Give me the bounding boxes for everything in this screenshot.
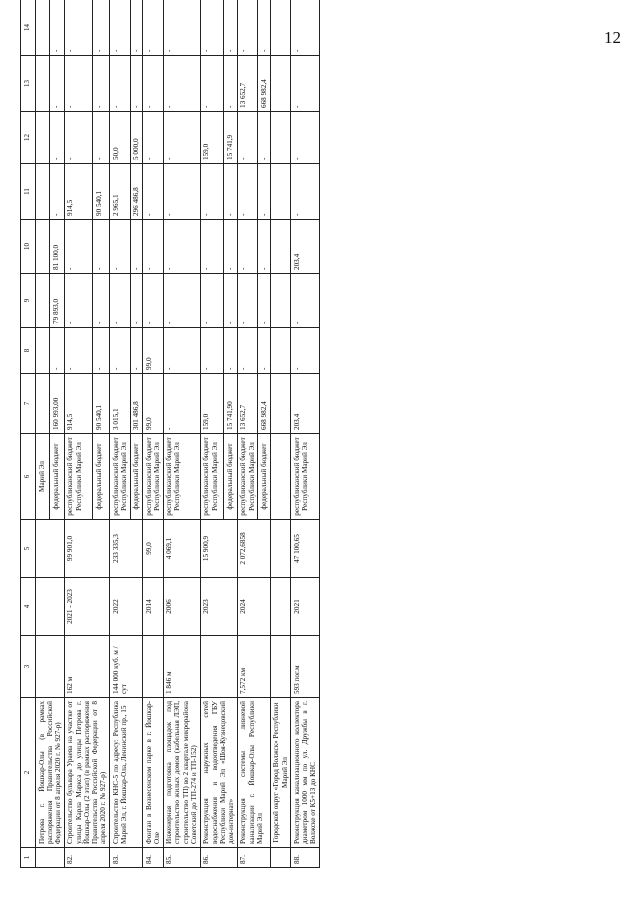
value-c11: - [291,164,320,220]
column-number-13: 13 [21,56,36,112]
value-c10: - [237,220,258,274]
value-total: 301 486,8 [130,374,142,434]
value-c12: - [50,112,64,164]
value-c12: 159,0 [200,112,223,164]
value-c12: 5 000,0 [130,112,142,164]
value-c11: - [143,164,164,220]
row-number: 84. [143,848,164,868]
table-row [64,0,92,868]
value-c13 [36,56,50,112]
column-number-11: 11 [21,164,36,220]
section-row [270,0,291,868]
value-c9: - [64,274,92,328]
empty-cell [270,56,291,112]
funding-source: федеральный бюджет [93,434,110,520]
value-c11: - [50,164,64,220]
object-name: Фонтан в Вознесенском парке в г. Йошкар-Оле [143,698,164,848]
empty-cell [270,520,291,578]
value-c14: - [130,0,142,56]
value-c9: - [143,274,164,328]
period: 2006 [163,578,200,636]
column-number-12: 12 [21,112,36,164]
value-c11: 2 965,1 [110,164,131,220]
column-number-10: 10 [21,220,36,274]
funding-source: федеральный бюджет [258,434,270,520]
table-row [36,0,50,868]
value-total: 15 741,90 [224,374,238,434]
funding-source: республиканский бюджет Республики Марий Эл [64,434,92,520]
value-c13: - [110,56,131,112]
table-row [110,0,131,868]
value-c8: - [64,328,92,374]
row-number: 82. [64,848,109,868]
estimated-cost: 233 335,3 [110,520,143,578]
period [36,578,65,636]
estimated-cost: 2 072,6858 [237,520,270,578]
value-c13: - [224,56,238,112]
funding-source: Марий Эл [36,434,50,520]
funding-source: федеральный бюджет [130,434,142,520]
value-c13: 13 652,7 [237,56,258,112]
value-c8: - [93,328,110,374]
value-c12: - [258,112,270,164]
empty-cell [270,274,291,328]
column-number-6: 6 [21,434,36,520]
row-number: 88. [291,848,320,868]
value-total: 3 015,1 [110,374,131,434]
value-total: 203,4 [291,374,320,434]
value-c10: - [163,220,200,274]
value-c9: - [224,274,238,328]
value-c10: - [200,220,223,274]
table-row [200,0,223,868]
funding-source: республиканский бюджет Республики Марий Эл [163,434,200,520]
capacity [200,636,237,698]
value-c11: - [200,164,223,220]
empty-cell [270,220,291,274]
value-c9: - [200,274,223,328]
empty-cell [270,0,291,56]
value-c12: - [163,112,200,164]
object-name: Реконструкция канализационного коллектора диаметром 1000 мм по ул. Дружбы в г. Волжске от К5+13 до КНС [291,698,320,848]
column-number-8: 8 [21,328,36,374]
value-c13: - [143,56,164,112]
row-number [36,848,65,868]
period: 2022 [110,578,143,636]
value-c8: - [110,328,131,374]
value-c10: - [110,220,131,274]
estimated-cost [36,520,65,578]
value-c9 [36,274,50,328]
value-c9: - [258,274,270,328]
empty-cell [270,578,291,636]
value-c12: - [143,112,164,164]
estimated-cost: 99,0 [143,520,164,578]
value-c9: - [130,274,142,328]
column-number-header [21,0,36,868]
period: 2021 [291,578,320,636]
column-number-1: 1 [21,848,36,868]
empty-cell [270,434,291,520]
empty-cell [270,374,291,434]
value-c9: - [110,274,131,328]
object-name: Инженерная подготовка площадок под строительство жилых домов (кабельная ЛЭП, строительство ТП) во 2 квартале микрорайона Советский до ТП-274 и ТП-152) [163,698,200,848]
capacity: 593 пог.м [291,636,320,698]
table-row [143,0,164,868]
object-name: Строительство бульвара Ураева на участке от улицы Карла Маркса до улицы Петрова г. Йошкар-Олы (2 этап) (в рамках распоряжения Правительства Российской Федерации от 8 апреля 2020 г. № 927-р) [64,698,109,848]
value-c10: - [93,220,110,274]
value-c11: 296 486,8 [130,164,142,220]
value-c9: 79 893,0 [50,274,64,328]
table-row [291,0,320,868]
value-c10: - [64,220,92,274]
section-title: Городской округ «Город Волжск» Республики Марий Эл [270,698,291,848]
value-total: 99,0 [143,374,164,434]
value-c8: - [50,328,64,374]
period: 2014 [143,578,164,636]
value-c10 [36,220,50,274]
value-c8: - [224,328,238,374]
value-c12: - [237,112,258,164]
value-c10: 81 100,0 [50,220,64,274]
value-c12: - [93,112,110,164]
value-c14: - [163,0,200,56]
row-number: 86. [200,848,237,868]
table-row [163,0,200,868]
value-c11: 90 540,1 [93,164,110,220]
value-c12: - [64,112,92,164]
estimated-cost: 99 901,0 [64,520,109,578]
column-number-7: 7 [21,374,36,434]
value-c9: - [93,274,110,328]
capacity: 1 846 м [163,636,200,698]
table-row [237,0,258,868]
value-c8: 99,0 [143,328,164,374]
value-c14 [36,0,50,56]
value-c8 [36,328,50,374]
estimated-cost: 4 069,1 [163,520,200,578]
funding-source: республиканский бюджет Республики Марий Эл [110,434,131,520]
capacity: 7,572 км [237,636,270,698]
value-c9: - [237,274,258,328]
capacity: 162 м [64,636,109,698]
value-c13: - [93,56,110,112]
funding-source: республиканский бюджет Республики Марий Эл [291,434,320,520]
capacity [36,636,65,698]
object-name: Петрова г. Йошкар-Олы (в рамках распоряжения Правительства Российской Федерации от 8 апреля 2020 г. № 927-р) [36,698,65,848]
column-number-4: 4 [21,578,36,636]
value-c10: - [130,220,142,274]
value-c14: - [93,0,110,56]
value-c13: - [130,56,142,112]
empty-cell [270,328,291,374]
value-c14: - [50,0,64,56]
value-c8: - [163,328,200,374]
value-c12: - [291,112,320,164]
value-c13: 668 982,4 [258,56,270,112]
funding-source: федеральный бюджет [50,434,64,520]
value-c13: - [291,56,320,112]
column-number-5: 5 [21,520,36,578]
capacity [143,636,164,698]
value-total: 914,5 [64,374,92,434]
value-c11: 914,5 [64,164,92,220]
empty-cell [270,848,291,868]
object-name: Реконструкция системы ливневой канализации г. Йошкар-Олы Республики Марий Эл [237,698,270,848]
value-c10: - [224,220,238,274]
value-c14: - [143,0,164,56]
funding-source: республиканский бюджет Республики Марий Эл [143,434,164,520]
value-c12: 15 741,9 [224,112,238,164]
estimated-cost: 47 100,65 [291,520,320,578]
value-c14: - [200,0,223,56]
value-total: 159,0 [200,374,223,434]
funding-source: федеральный бюджет [224,434,238,520]
value-total: 90 540,1 [93,374,110,434]
estimated-cost: 15 900,9 [200,520,237,578]
empty-cell [270,636,291,698]
column-number-14: 14 [21,0,36,56]
value-c11: - [258,164,270,220]
value-c10: 203,4 [291,220,320,274]
value-total: 160 993,00 [50,374,64,434]
value-c12: 50,0 [110,112,131,164]
value-c8: - [237,328,258,374]
funding-source: республиканский бюджет Республики Марий Эл [237,434,258,520]
value-c14: - [258,0,270,56]
value-total: 13 652,7 [237,374,258,434]
empty-cell [270,164,291,220]
funding-source: республиканский бюджет Республики Марий Эл [200,434,223,520]
value-c10: - [143,220,164,274]
budget-table [20,0,320,868]
rotated-table-container [20,24,620,868]
page-number: 12 [604,28,621,47]
value-c8: - [258,328,270,374]
value-c13: - [163,56,200,112]
value-c14: - [224,0,238,56]
value-total [36,374,50,434]
capacity: 144 000 куб. м / сут [110,636,143,698]
period: 2023 [200,578,237,636]
column-number-9: 9 [21,274,36,328]
value-c14: - [291,0,320,56]
value-c14: - [110,0,131,56]
value-c14: - [237,0,258,56]
column-number-3: 3 [21,636,36,698]
value-c13: - [64,56,92,112]
value-c11 [36,164,50,220]
object-name: Реконструкция наружных сетей водоснабжения и водоотведения ГБУ Республики Марий Эл «Шоя-Кузнецовский дом-интернат» [200,698,237,848]
period: 2024 [237,578,270,636]
row-number: 85. [163,848,200,868]
value-c12 [36,112,50,164]
value-c8: - [130,328,142,374]
value-c11: - [163,164,200,220]
value-c8: - [291,328,320,374]
period: 2021 - 2023 [64,578,109,636]
value-c11: - [224,164,238,220]
value-c13: - [200,56,223,112]
value-c10: - [258,220,270,274]
value-c11: - [237,164,258,220]
value-c14: - [64,0,92,56]
object-name: Строительство КНС-5 по адресу: Республика Марий Эл, г. Йошкар-Ола, Ленинский пр., 15 [110,698,143,848]
value-total: - [163,374,200,434]
value-c9: - [291,274,320,328]
value-c9: - [163,274,200,328]
empty-cell [270,112,291,164]
value-total: 668 982,4 [258,374,270,434]
value-c13: - [50,56,64,112]
row-number: 87. [237,848,270,868]
column-number-2: 2 [21,698,36,848]
row-number: 83. [110,848,143,868]
value-c8: - [200,328,223,374]
